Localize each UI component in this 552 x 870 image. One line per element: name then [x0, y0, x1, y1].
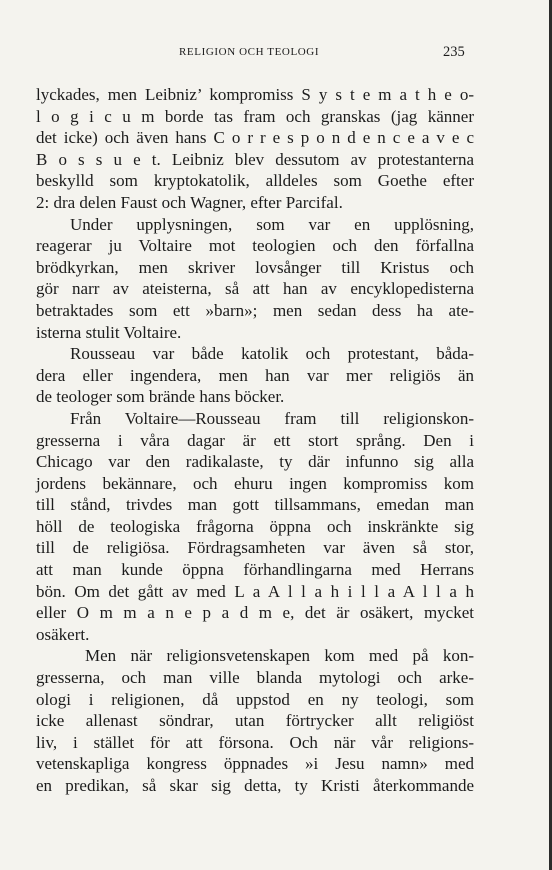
page-number: 235: [443, 44, 465, 60]
text-line: de teologer som brände hans böcker.: [36, 387, 285, 407]
text-line: isterna stulit Voltaire.: [36, 322, 182, 342]
text-line: beskylld som kryptokatolik, alldeles som Goethe efter: [36, 171, 474, 191]
text-line: B o s s u e t. Leibniz blev dessutom av protestanterna: [36, 149, 474, 169]
text-line: dera eller ingendera, men han var mer religiös än: [36, 365, 474, 385]
text-line: l o g i c u m borde tas fram och granskas (jag känner: [36, 106, 474, 126]
text-line: Från Voltaire—Rousseau fram till religionskon-: [70, 408, 474, 428]
text-line: gresserna i våra dagar är ett stort språng. Den i: [36, 430, 474, 450]
text-line: eller O m m a n e p a d m e, det är osäkert, mycket: [36, 603, 474, 623]
text-line: vetenskapliga kongress öppnades »i Jesu namn» med: [36, 754, 474, 774]
page-header: [0, 44, 552, 64]
text-line: Men när religionsvetenskapen kom med på kon-: [85, 646, 474, 666]
text-line: det icke) och även hans C o r r e s p o n d e n c e a v e c: [36, 128, 474, 148]
text-line: gresserna, och man ville blanda mytologi och arke-: [36, 668, 474, 688]
text-line: ologi i religionen, då uppstod en ny teologi, som: [36, 689, 474, 709]
text-line: en predikan, så skar sig detta, ty Kristi återkommande: [36, 776, 474, 795]
text-line: osäkert.: [36, 624, 90, 644]
text-line: höll de teologiska frågorna öppna och inskränkte sig: [36, 516, 474, 536]
text-line: lyckades, men Leibniz’ kompromiss S y s t e m a t h e o-: [36, 85, 474, 104]
text-line: reagerar ju Voltaire mot teologien och den förfallna: [36, 236, 474, 256]
text-line: Rousseau var både katolik och protestant, båda-: [70, 344, 474, 364]
body-text: [36, 84, 474, 797]
text-line: att man kunde öppna förhandlingarna med Herrans: [36, 560, 474, 580]
text-line: till de religiösa. Fördragsamheten var även så stor,: [36, 538, 474, 558]
text-line: 2: dra delen Faust och Wagner, efter Parcifal.: [36, 192, 343, 212]
text-line: jordens bekännare, och ehuru ingen kompromiss kom: [36, 473, 474, 493]
text-line: till stånd, trivdes man gott tillsammans, emedan man: [36, 495, 474, 515]
text-line: Under upplysningen, som var en upplösning,: [70, 214, 474, 234]
text-line: gör narr av ateisterna, så att han av encyklopedisterna: [36, 279, 474, 299]
text-line: liv, i stället för att försona. Och när vår religions-: [36, 732, 474, 752]
text-line: brödkyrkan, men skriver lovsånger till Kristus och: [36, 257, 474, 277]
running-head: RELIGION OCH TEOLOGI: [179, 46, 320, 58]
text-line: Chicago var den radikalaste, ty där infunno sig alla: [36, 452, 474, 472]
text-line: icke allenast söndrar, utan förtrycker allt religiöst: [36, 711, 474, 731]
text-line: betraktades som ett »barn»; men sedan dess ha ate-: [36, 300, 474, 320]
text-line: bön. Om det gått av med L a A l l a h i l l a A l l a h: [36, 581, 474, 601]
